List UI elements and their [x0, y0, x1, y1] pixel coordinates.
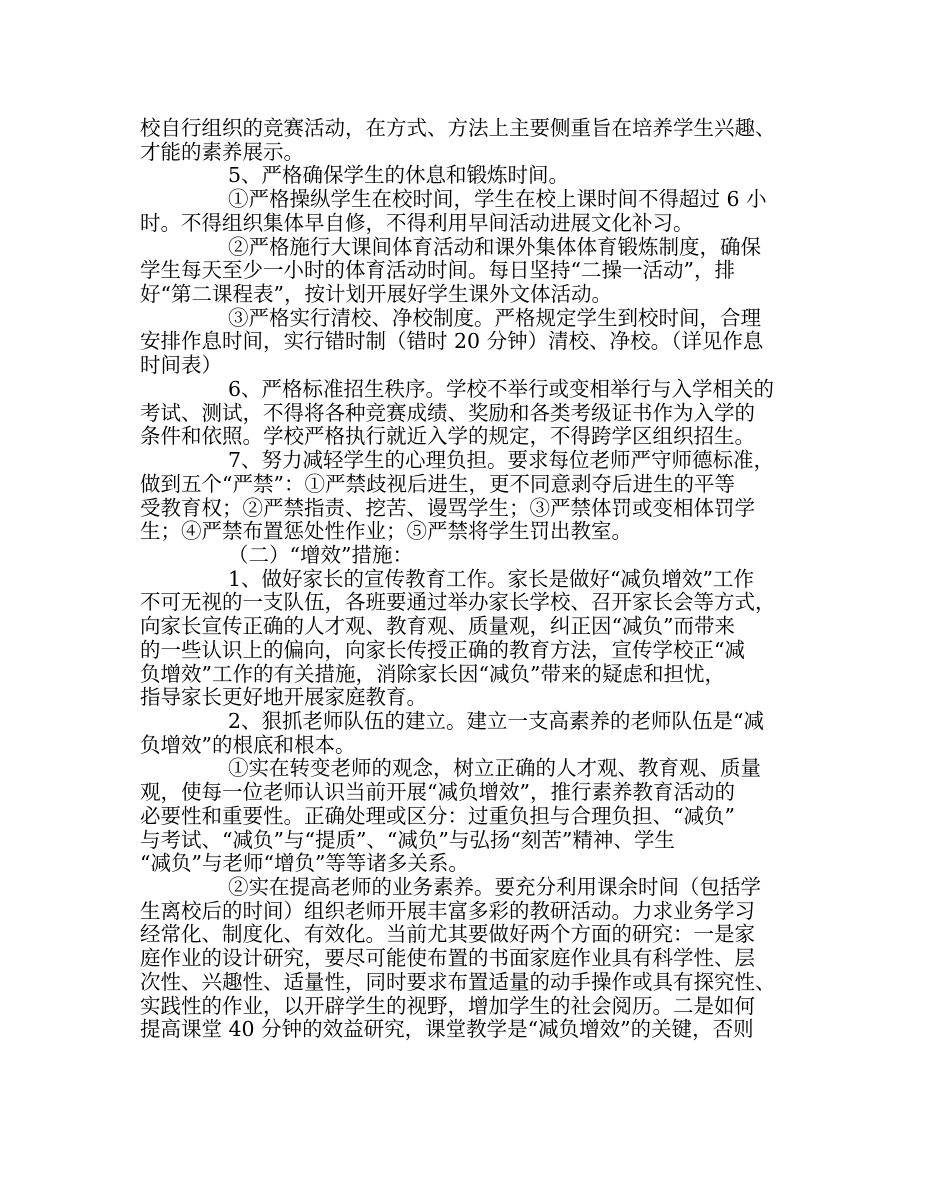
paragraph-first-line: 1、做好家长的宣传教育工作。家长是做好“减负增效”工作	[228, 566, 755, 591]
paragraph-line: 学生每天至少一小时的体育活动时间。每日坚持“二操一活动”，排	[140, 258, 735, 283]
paragraph-line: 提高课堂 40 分钟的效益研究，课堂教学是“减负增效”的关键，否则	[140, 1017, 754, 1042]
paragraph-line: 次性、兴趣性、适量性，同时要求布置适量的动手操作或具有探究性、	[140, 969, 776, 994]
paragraph-line: 做到五个“严禁”：①严禁歧视后进生，更不同意剥夺后进生的平等	[140, 471, 735, 496]
paragraph-line: 实践性的作业，以开辟学生的视野，增加学生的社会阅历。二是如何	[140, 993, 755, 1018]
paragraph-line: 必要性和重要性。正确处理或区分：过重负担与合理负担、“减负”	[140, 803, 735, 828]
document-body	[140, 117, 816, 1042]
paragraph-first-line: 2、狠抓老师队伍的建立。建立一支高素养的老师队伍是“减	[228, 708, 765, 733]
paragraph-line: 安排作息时间，实行错时制（错时 20 分钟）清校、净校。（详见作息	[140, 329, 764, 354]
paragraph-line: 指导家长更好地开展家庭教育。	[140, 685, 427, 710]
paragraph-line: 好“第二课程表”，按计划开展好学生课外文体活动。	[140, 282, 612, 307]
paragraph-line: 负增效”工作的有关措施，消除家长因“减负”带来的疑虑和担忧，	[140, 661, 725, 686]
paragraph-line: 经常化、制度化、有效化。当前尤其要做好两个方面的研究：一是家	[140, 922, 755, 947]
paragraph-line: 的一些认识上的偏向，向家长传授正确的教育方法，宣传学校正“减	[140, 637, 745, 662]
paragraph-line: 与考试、“减负”与“提质”、“减负”与弘扬“刻苦”精神、学生	[140, 827, 675, 852]
paragraph-first-line: ①严格操纵学生在校时间，学生在校上课时间不得超过 6 小	[228, 187, 767, 212]
paragraph-line: 生离校后的时间）组织老师开展丰富多彩的教研活动。力求业务学习	[140, 898, 755, 923]
paragraph-line: “减负”与老师“增负”等等诸多关系。	[140, 851, 469, 876]
paragraph-first-line: ①实在转变老师的观念，树立正确的人才观、教育观、质量	[228, 756, 761, 781]
paragraph-first-line: ②严格施行大课间体育活动和课外集体体育锻炼制度，确保	[228, 234, 761, 259]
paragraph-line: 校自行组织的竞赛活动，在方式、方法上主要侧重旨在培养学生兴趣、	[140, 116, 776, 140]
paragraph-line: 才能的素养展示。	[140, 139, 304, 164]
paragraph-line: 时。不得组织集体早自修，不得利用早间活动进展文化补习。	[140, 210, 694, 235]
paragraph-first-line: 5、严格确保学生的休息和锻炼时间。	[228, 163, 570, 188]
paragraph-line: 庭作业的设计研究，要尽可能使布置的书面家庭作业具有科学性、层	[140, 946, 755, 971]
paragraph-line: 负增效”的根底和根本。	[140, 732, 356, 757]
paragraph-first-line: 6、严格标准招生秩序。学校不举行或变相举行与入学相关的	[228, 376, 775, 401]
paragraph-line: 观，使每一位老师认识当前开展“减负增效”，推行素养教育活动的	[140, 780, 735, 805]
paragraph-line: 向家长宣传正确的人才观、教育观、质量观，纠正因“减负”而带来	[140, 614, 735, 639]
paragraph-line: 不可无视的一支队伍，各班要通过举办家长学校、召开家长会等方式，	[140, 590, 776, 615]
paragraph-line: 条件和依照。学校严格执行就近入学的规定，不得跨学区组织招生。	[140, 424, 755, 449]
paragraph-first-line: ②实在提高老师的业务素养。要充分利用课余时间（包括学	[228, 875, 761, 899]
paragraph-first-line: （二）“增效”措施：	[228, 542, 413, 567]
paragraph-line: 受教育权；②严禁指责、挖苦、谩骂学生；③严禁体罚或变相体罚学	[140, 495, 755, 520]
paragraph-line: 生；④严禁布置惩处性作业；⑤严禁将学生罚出教室。	[140, 519, 632, 544]
paragraph-first-line: ③严格实行清校、净校制度。严格规定学生到校时间，合理	[228, 305, 761, 330]
paragraph-line: 考试、测试，不得将各种竞赛成绩、奖励和各类考级证书作为入学的	[140, 400, 755, 425]
paragraph-line: 时间表）	[140, 353, 222, 378]
paragraph-first-line: 7、努力减轻学生的心理负担。要求每位老师严守师德标准，	[228, 448, 775, 473]
